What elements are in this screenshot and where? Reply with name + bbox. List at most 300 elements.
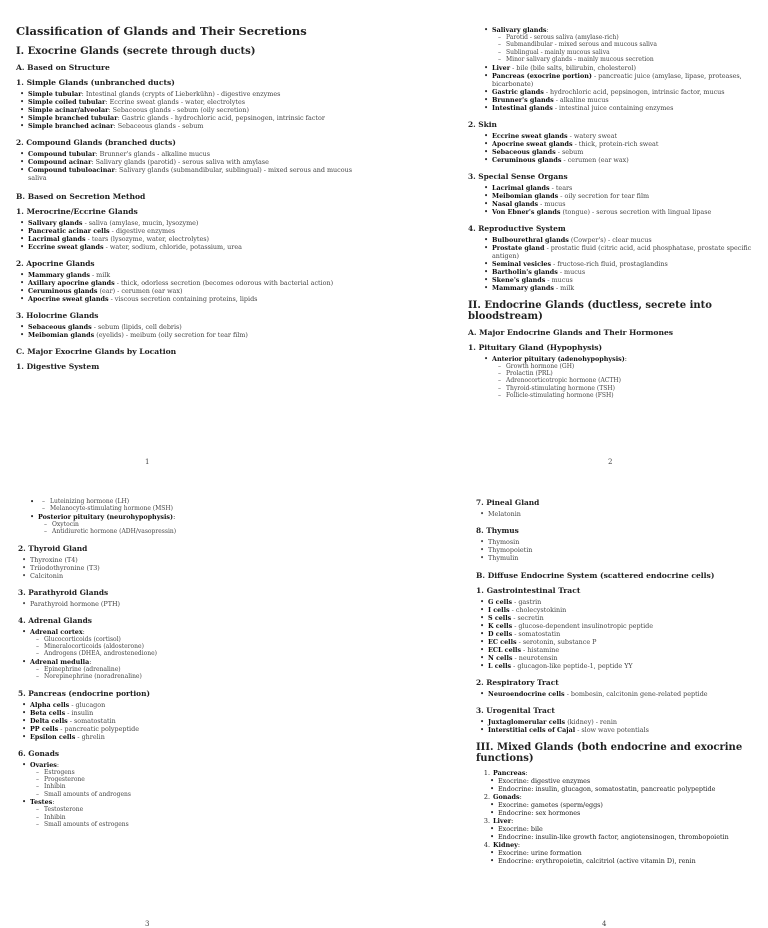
list-anterior-cont xyxy=(18,498,374,513)
sublist-anterior-cont xyxy=(38,498,374,513)
item-desc: : Sebaceous glands - sebum (oily secretion) xyxy=(108,106,250,114)
list-item xyxy=(30,709,374,717)
item-desc: - neurotensin xyxy=(512,654,558,662)
item-desc: : Sebaceous glands - sebum xyxy=(113,122,204,130)
item-term: Epsilon cells xyxy=(30,732,76,741)
item-term: N cells xyxy=(488,654,513,662)
heading-uro: 3. Urogenital Tract xyxy=(476,706,555,715)
page-2 xyxy=(384,0,768,464)
item-desc: (tongue) - serous secretion with lingual lipase xyxy=(560,207,712,216)
list-posterior xyxy=(18,513,374,536)
list-item xyxy=(28,323,370,331)
list-compound xyxy=(16,150,370,182)
list-uro xyxy=(476,718,758,734)
item-desc: - mucus xyxy=(545,275,573,284)
item-term: L cells xyxy=(488,662,512,670)
heading-gi: 1. Gastrointestinal Tract xyxy=(476,586,581,595)
item-term: Pancreatic acinar cells xyxy=(28,227,110,235)
heading-simple-glands: 1. Simple Glands (unbranched ducts) xyxy=(16,78,175,87)
item-desc: : xyxy=(89,657,92,666)
list-item xyxy=(30,717,374,725)
item-term: Beta cells xyxy=(30,708,66,717)
item-desc: - tears (lysozyme, water, electrolytes) xyxy=(85,235,210,243)
list-item xyxy=(28,106,370,114)
list-thymus xyxy=(476,538,758,562)
list-item xyxy=(492,236,758,244)
heading-pancreas: 5. Pancreas (endocrine portion) xyxy=(18,688,150,698)
list-item xyxy=(488,622,758,630)
subsection-location: C. Major Exocrine Glands by Location xyxy=(16,347,177,356)
page-number: 2 xyxy=(608,458,613,464)
list-anterior xyxy=(480,355,758,400)
sublist xyxy=(30,636,374,658)
sublist-item: – Norepinephrine (noradrenaline) xyxy=(44,673,374,680)
list-adrenal xyxy=(18,628,374,681)
item-desc: - bombesin, calcitonin gene-related peptide xyxy=(564,690,708,698)
item-term: Seminal vesicles xyxy=(492,259,552,268)
item-term: Simple tubular xyxy=(28,90,82,98)
item-term: D cells xyxy=(488,630,513,638)
item-desc: : xyxy=(173,512,176,521)
list-item xyxy=(492,156,758,164)
subsection-major-endocrine: A. Major Endocrine Glands and Their Hormones xyxy=(468,327,674,337)
mixed-item: 3. Liver: • Exocrine: bile • Endocrine: insulin-like growth factor, angiotensinogen, thrombopoietin xyxy=(476,817,758,841)
item-term: Lacrimal glands xyxy=(492,183,550,192)
item-desc: : xyxy=(82,627,85,636)
heading-resp: 2. Respiratory Tract xyxy=(476,678,559,687)
sublist-item: • Endocrine: erythropoietin, calcitriol (active vitamin D), renin xyxy=(498,857,758,865)
sublist-item: – Testosterone xyxy=(44,806,374,813)
list-item: • Triiodothyronine (T3) xyxy=(30,564,374,572)
item-term: Kidney xyxy=(493,841,518,849)
item-desc: : Gastric glands - hydrochloric acid, pepsinogen, intrinsic factor xyxy=(117,114,325,122)
item-term: K cells xyxy=(488,622,513,630)
list-parathyroid xyxy=(18,600,374,608)
document-title: Classification of Glands and Their Secretions xyxy=(16,24,307,38)
page-3 xyxy=(0,464,384,928)
list-item xyxy=(492,148,758,156)
sublist-item: – Small amounts of estrogens xyxy=(44,821,374,828)
item-desc: - ghrelin xyxy=(75,732,105,741)
list-item-posterior xyxy=(38,513,374,536)
list-item xyxy=(492,26,758,64)
sublist-item: – Inhibin xyxy=(44,783,374,790)
heading-repro: 4. Reproductive System xyxy=(468,223,566,233)
item-desc: - viscous secretion containing proteins, lipids xyxy=(108,295,258,303)
item-number: 4. xyxy=(483,841,490,849)
list-item xyxy=(492,72,758,88)
sublist-item: • Exocrine: urine formation xyxy=(498,849,758,857)
sublist-item: – Adrenocorticotropic hormone (ACTH) xyxy=(506,377,758,384)
item-desc: : Eccrine sweat glands - water, electrolytes xyxy=(105,98,246,106)
sublist-item: • Exocrine: gametes (sperm/eggs) xyxy=(498,801,758,809)
list-item xyxy=(28,331,370,339)
list-item xyxy=(30,733,374,741)
list-item xyxy=(30,725,374,733)
mixed-item: 4. Kidney: • Exocrine: urine formation • Endocrine: erythropoietin, calcitriol (active vitamin D), renin xyxy=(476,841,758,865)
list-item xyxy=(488,718,758,726)
section-mixed: III. Mixed Glands (both endocrine and exocrine functions) xyxy=(476,742,743,764)
heading-sense: 3. Special Sense Organs xyxy=(468,171,568,181)
item-term: Neuroendocrine cells xyxy=(488,690,565,698)
list-item xyxy=(492,132,758,140)
list-item xyxy=(30,658,374,681)
subsection-structure: A. Based on Structure xyxy=(16,63,110,72)
sublist-posterior xyxy=(38,521,374,536)
item-term: Skene's glands xyxy=(492,275,546,284)
sublist-mixed xyxy=(476,777,758,793)
heading-thymus: 8. Thymus xyxy=(476,526,519,535)
item-desc: - cholecystokinin xyxy=(509,606,567,614)
sublist-item: – Androgens (DHEA, androstenedione) xyxy=(44,650,374,657)
list-item xyxy=(28,114,370,122)
item-term: Sebaceous glands xyxy=(28,323,92,331)
item-desc: - tears xyxy=(549,183,573,192)
item-desc: - gastrin xyxy=(512,598,542,606)
item-desc: - insulin xyxy=(65,708,94,717)
item-term: S cells xyxy=(488,614,512,622)
list-item xyxy=(492,284,758,292)
mixed-item: 2. Gonads: • Exocrine: gametes (sperm/eggs) • Endocrine: sex hormones xyxy=(476,793,758,817)
list-skin xyxy=(480,132,758,164)
list-item xyxy=(28,166,370,182)
sublist-item: – Growth hormone (GH) xyxy=(506,363,758,370)
list-item xyxy=(28,227,370,235)
item-term: Juxtaglomerular cells xyxy=(488,718,566,726)
item-term: Adrenal medulla xyxy=(30,657,90,666)
item-term: Prostate gland xyxy=(492,243,545,252)
item-term: Ceruminous glands xyxy=(492,155,562,164)
item-term: Intestinal glands xyxy=(492,103,553,112)
list-sense xyxy=(480,184,758,216)
list-simple xyxy=(16,90,370,130)
item-desc: (Cowper's) - clear mucus xyxy=(568,235,652,244)
sublist-mixed xyxy=(476,825,758,841)
heading-pituitary: 1. Pituitary Gland (Hypophysis) xyxy=(468,342,603,352)
list-merocrine xyxy=(16,219,370,251)
heading-parathyroid: 3. Parathyroid Glands xyxy=(18,587,109,597)
heading-pineal: 7. Pineal Gland xyxy=(476,498,540,507)
item-term: Gonads xyxy=(493,793,520,801)
item-desc: - oily secretion for tear film xyxy=(558,191,650,200)
item-term: Ceruminous glands xyxy=(28,287,98,295)
item-desc: - somatostatin xyxy=(67,716,116,725)
sublist xyxy=(30,806,374,828)
item-desc: : Salivary glands (parotid) - serous saliva with amylase xyxy=(91,158,269,166)
list-item xyxy=(30,798,374,828)
list-item xyxy=(28,279,370,287)
item-desc: : xyxy=(56,760,60,769)
sublist-item: • Exocrine: digestive enzymes xyxy=(498,777,758,785)
list-holocrine xyxy=(16,323,370,339)
item-desc: (eyelids) - meibum (oily secretion for tear film) xyxy=(94,331,248,339)
item-desc: - watery sweat xyxy=(567,131,618,140)
item-term: Testes xyxy=(30,798,53,807)
item-desc: - sebum (lipids, cell debris) xyxy=(91,323,182,331)
item-desc: - saliva (amylase, mucin, lysozyme) xyxy=(82,219,199,227)
list-item xyxy=(492,208,758,216)
list-item xyxy=(488,630,758,638)
item-desc: : Salivary glands (submandibular, sublingual) - mixed serous and mucous saliva xyxy=(28,166,352,182)
item-term: Bulbourethral glands xyxy=(492,235,569,244)
sublist-item: – Sublingual - mainly mucous saliva xyxy=(506,49,758,56)
item-desc: - slow wave potentials xyxy=(575,726,649,734)
list-item xyxy=(28,235,370,243)
item-term: Meibomian glands xyxy=(492,191,559,200)
heading-adrenal: 4. Adrenal Glands xyxy=(18,615,92,625)
sublist-item: – Submandibular - mixed serous and mucous saliva xyxy=(506,41,758,48)
sublist-item: – Thyroid-stimulating hormone (TSH) xyxy=(506,385,758,392)
item-term: Brunner's glands xyxy=(492,95,554,104)
item-desc: - prostatic fluid (citric acid, acid phosphatase, prostate specific antigen) xyxy=(492,243,752,260)
mixed-item: 1. Pancreas: • Exocrine: digestive enzymes • Endocrine: insulin, glucagon, somatostatin, pancreatic polypeptide xyxy=(476,769,758,793)
sublist-item: – Estrogens xyxy=(44,769,374,776)
item-term: Simple acinar/alveolar xyxy=(28,106,109,114)
heading-holocrine: 3. Holocrine Glands xyxy=(16,311,99,320)
list-item: • Calcitonin xyxy=(30,572,374,580)
list-item-anterior xyxy=(492,355,758,400)
item-desc: - intestinal juice containing enzymes xyxy=(552,103,674,112)
sublist-item: – Antidiuretic hormone (ADH/vasopressin) xyxy=(52,528,374,535)
sublist-item: – Small amounts of androgens xyxy=(44,791,374,798)
list-item xyxy=(492,64,758,72)
item-term: Meibomian glands xyxy=(28,331,95,339)
heading-digestive: 1. Digestive System xyxy=(16,362,100,371)
list-item: • Thyroxine (T4) xyxy=(30,556,374,564)
sublist-item: – Melanocyte-stimulating hormone (MSH) xyxy=(50,505,374,512)
list-item xyxy=(488,726,758,734)
sublist-item: • Endocrine: insulin-like growth factor, angiotensinogen, thrombopoietin xyxy=(498,833,758,841)
list-item xyxy=(488,654,758,662)
page-1 xyxy=(0,0,384,464)
list-pineal xyxy=(476,510,758,518)
sublist-item: • Endocrine: sex hormones xyxy=(498,809,758,817)
item-desc: - digestive enzymes xyxy=(109,227,176,235)
list-digestive xyxy=(480,26,758,112)
list-item: • Thymopoietin xyxy=(488,546,758,554)
item-desc: (ear) - cerumen (ear wax) xyxy=(97,287,183,295)
list-repro xyxy=(480,236,758,292)
list-item xyxy=(492,276,758,284)
item-term: ECL cells xyxy=(488,646,522,654)
item-desc: - pancreatic juice (amylase, lipase, proteases, bicarbonate) xyxy=(492,71,742,88)
list-item xyxy=(488,646,758,654)
sublist-item: – • Luteinizing hormone (LH) xyxy=(50,498,374,505)
item-term: Sebaceous glands xyxy=(492,147,556,156)
sublist-item: – Glucocorticoids (cortisol) xyxy=(44,636,374,643)
page-number: 1 xyxy=(145,458,150,464)
list-mixed xyxy=(476,769,758,865)
heading-thyroid: 2. Thyroid Gland xyxy=(18,543,88,553)
list-item xyxy=(28,219,370,227)
item-desc: - water, sodium, chloride, potassium, urea xyxy=(103,243,242,251)
item-term: Posterior pituitary (neurohypophysis) xyxy=(38,512,174,521)
sublist-item: – Parotid - serous saliva (amylase-rich) xyxy=(506,34,758,41)
item-term: Interstitial cells of Cajal xyxy=(488,726,576,734)
item-desc: - fructose-rich fluid, prostaglandins xyxy=(551,259,668,268)
item-term: Salivary glands xyxy=(492,26,547,34)
list-resp xyxy=(476,690,758,698)
item-term: Pancreas (exocrine portion) xyxy=(492,71,592,80)
item-desc: - glucagon xyxy=(69,700,106,709)
list-item xyxy=(488,606,758,614)
list-item xyxy=(492,268,758,276)
item-term: Simple branched acinar xyxy=(28,122,114,130)
item-term: Salivary glands xyxy=(28,219,83,227)
list-item xyxy=(492,260,758,268)
list-item xyxy=(28,243,370,251)
item-term: Pancreas xyxy=(493,769,526,777)
section-exocrine: I. Exocrine Glands (secrete through ducts) xyxy=(16,46,256,57)
item-desc: : xyxy=(624,354,627,363)
list-item xyxy=(492,192,758,200)
list-item xyxy=(492,184,758,192)
item-term: Liver xyxy=(493,817,512,825)
heading-compound-glands: 2. Compound Glands (branched ducts) xyxy=(16,138,176,147)
item-desc: : Intestinal glands (crypts of Lieberkühn) - digestive enzymes xyxy=(81,90,281,98)
item-desc: - bile (bile salts, bilirubin, cholesterol) xyxy=(510,63,636,72)
list-item xyxy=(492,244,758,260)
item-desc: - sebum xyxy=(555,147,584,156)
list-item xyxy=(28,98,370,106)
item-term: Axillary apocrine glands xyxy=(28,279,115,287)
heading-skin: 2. Skin xyxy=(468,119,497,129)
item-desc: - mucus xyxy=(557,267,586,276)
list-item xyxy=(488,690,758,698)
list-gi xyxy=(476,598,758,670)
list-item xyxy=(28,150,370,158)
sublist-item: – Inhibin xyxy=(44,814,374,821)
list-item xyxy=(30,761,374,799)
sublist-item: • Endocrine: insulin, glucagon, somatostatin, pancreatic polypeptide xyxy=(498,785,758,793)
item-desc: - mucus xyxy=(538,199,566,208)
list-item xyxy=(492,88,758,96)
heading-merocrine: 1. Merocrine/Eccrine Glands xyxy=(16,207,138,216)
sublist-mixed xyxy=(476,849,758,865)
list-item xyxy=(488,662,758,670)
item-term: Compound tubuloacinar xyxy=(28,166,115,174)
sublist-item: – Progesterone xyxy=(44,776,374,783)
list-item xyxy=(488,638,758,646)
list-item xyxy=(28,158,370,166)
sublist-anterior xyxy=(492,363,758,400)
sublist-item: – Minor salivary glands - mainly mucous secretion xyxy=(506,56,758,63)
item-term: Adrenal cortex xyxy=(30,627,83,636)
list-item xyxy=(492,104,758,112)
list-item-continued xyxy=(38,498,374,513)
item-term: G cells xyxy=(488,598,513,606)
list-item: • Melatonin xyxy=(488,510,758,518)
heading-gonads: 6. Gonads xyxy=(18,748,60,758)
item-desc: - secretin xyxy=(511,614,544,622)
item-term: Von Ebner's glands xyxy=(492,207,561,216)
item-desc: (kidney) - renin xyxy=(565,718,618,726)
item-term: Nasal glands xyxy=(492,199,539,208)
list-item xyxy=(492,96,758,104)
subsection-secretion: B. Based on Secretion Method xyxy=(16,192,146,201)
list-item: • Thymulin xyxy=(488,554,758,562)
list-item xyxy=(28,90,370,98)
sublist-mixed xyxy=(476,801,758,817)
list-item xyxy=(488,598,758,606)
list-item xyxy=(492,140,758,148)
item-desc: - thick, protein-rich sweat xyxy=(572,139,659,148)
item-desc: - pancreatic polypeptide xyxy=(58,724,139,733)
list-item xyxy=(28,271,370,279)
item-term: Alpha cells xyxy=(30,700,70,709)
item-desc: - milk xyxy=(553,283,575,292)
item-term: Gastric glands xyxy=(492,87,544,96)
item-term: Mammary glands xyxy=(28,271,90,279)
item-term: Lacrimal glands xyxy=(28,235,86,243)
sublist-item: – Prolactin (PRL) xyxy=(506,370,758,377)
sublist xyxy=(492,34,758,64)
page-number: 3 xyxy=(145,920,150,928)
item-desc: - glucose-dependent insulinotropic peptide xyxy=(512,622,654,630)
item-term: Eccrine sweat glands xyxy=(492,131,568,140)
item-desc: - glucagon-like peptide-1, peptide YY xyxy=(511,662,633,670)
page-4 xyxy=(384,464,768,928)
list-gonads xyxy=(18,761,374,829)
list-item xyxy=(492,200,758,208)
sublist xyxy=(30,769,374,799)
item-desc: - somatostatin xyxy=(512,630,561,638)
list-item xyxy=(30,701,374,709)
sublist-item: – Mineralocorticoids (aldosterone) xyxy=(44,643,374,650)
item-term: Mammary glands xyxy=(492,283,554,292)
item-desc: : Brunner's glands - alkaline mucus xyxy=(95,150,211,158)
item-desc: - milk xyxy=(89,271,111,279)
item-term: I cells xyxy=(488,606,510,614)
list-item: • Thymosin xyxy=(488,538,758,546)
heading-apocrine: 2. Apocrine Glands xyxy=(16,259,95,268)
item-term: PP cells xyxy=(30,724,59,733)
list-item: • Parathyroid hormone (PTH) xyxy=(30,600,374,608)
item-desc: - cerumen (ear wax) xyxy=(561,155,629,164)
item-term: Eccrine sweat glands xyxy=(28,243,104,251)
sublist xyxy=(30,666,374,681)
item-term: Apocrine sweat glands xyxy=(492,139,573,148)
list-item xyxy=(28,295,370,303)
item-term: Apocrine sweat glands xyxy=(28,295,109,303)
item-desc: : xyxy=(52,798,55,807)
item-desc: - alkaline mucus xyxy=(553,95,609,104)
sublist-item: – Epinephrine (adrenaline) xyxy=(44,666,374,673)
item-term: Bartholin's glands xyxy=(492,267,558,276)
item-term: Compound tubular xyxy=(28,150,96,158)
item-term: Anterior pituitary (adenohypophysis) xyxy=(492,354,625,363)
page-number: 4 xyxy=(602,920,607,928)
list-item xyxy=(30,628,374,658)
sublist-item: – Oxytocin xyxy=(52,521,374,528)
list-item xyxy=(488,614,758,622)
sublist-item: • Exocrine: bile xyxy=(498,825,758,833)
item-desc: - hydrochloric acid, pepsinogen, intrinsic factor, mucus xyxy=(543,87,725,96)
item-desc: - serotonin, substance P xyxy=(516,638,597,646)
item-number: 2. xyxy=(483,793,490,801)
item-number: 3. xyxy=(483,817,490,825)
item-number: 1. xyxy=(483,769,490,777)
item-desc: : xyxy=(546,26,549,34)
list-apocrine xyxy=(16,271,370,303)
list-thyroid xyxy=(18,556,374,580)
subsection-diffuse: B. Diffuse Endocrine System (scattered endocrine cells) xyxy=(476,571,715,580)
item-term: Liver xyxy=(492,63,511,72)
list-item xyxy=(28,287,370,295)
item-desc: - histamine xyxy=(521,646,560,654)
list-item xyxy=(28,122,370,130)
item-term: EC cells xyxy=(488,638,517,646)
